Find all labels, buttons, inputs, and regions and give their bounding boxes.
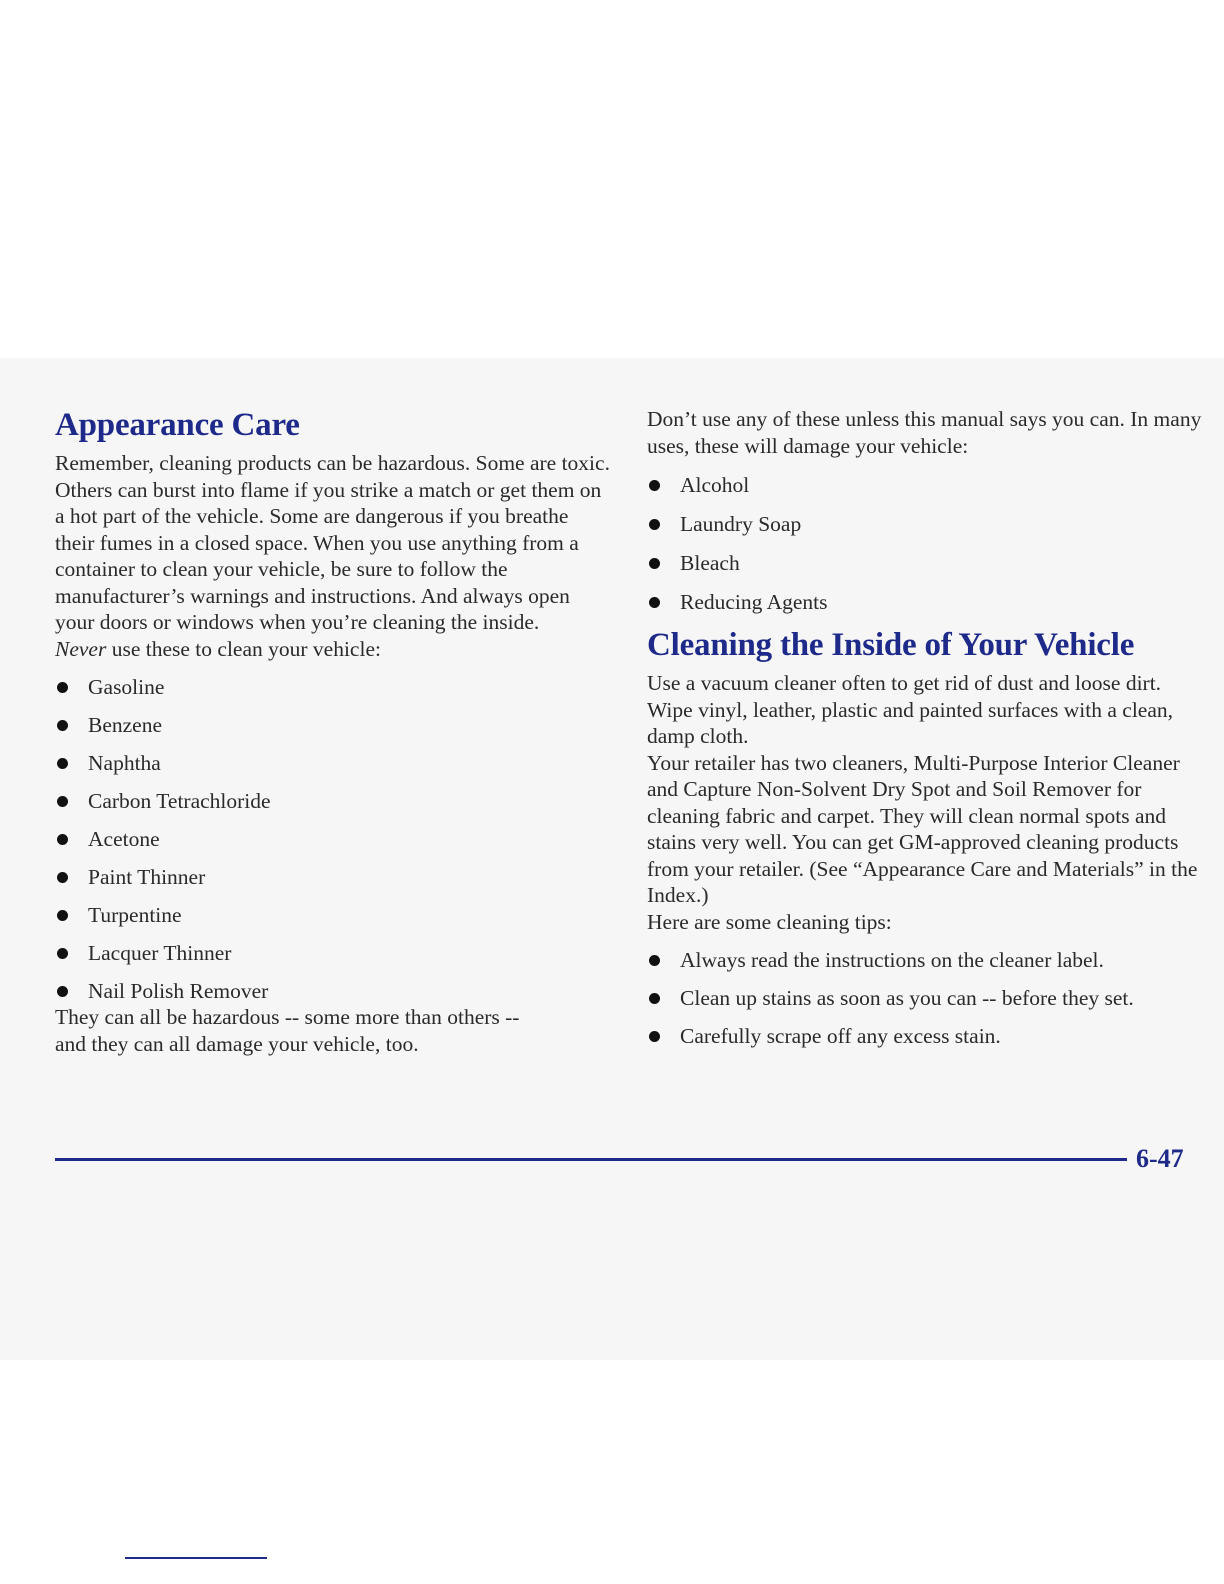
bullet-icon xyxy=(57,796,68,807)
bullet-icon xyxy=(57,910,68,921)
footer-rule xyxy=(55,1158,1127,1161)
list-item xyxy=(55,902,610,928)
heading-cleaning-inside: Cleaning the Inside of Your Vehicle xyxy=(647,627,1135,663)
right-column xyxy=(647,404,1202,1049)
list-item-text: Always read the instructions on the cleaner label. xyxy=(680,948,1104,972)
never-use-rest: use these to clean your vehicle: xyxy=(106,636,381,661)
list-item xyxy=(647,472,1202,498)
list-item xyxy=(55,978,610,1004)
bottom-decorative-line xyxy=(125,1557,267,1559)
bullet-icon xyxy=(57,834,68,845)
list-item xyxy=(55,750,610,776)
list-item xyxy=(647,985,1202,1011)
cleaning-tips-list xyxy=(647,947,1202,1049)
list-item-text: Turpentine xyxy=(88,903,182,927)
list-item-text: Alcohol xyxy=(680,473,750,497)
bullet-icon xyxy=(649,597,660,608)
dont-use-list xyxy=(647,472,1202,615)
list-item-text: Acetone xyxy=(88,827,160,851)
never-emphasis: Never xyxy=(55,636,107,661)
bullet-icon xyxy=(57,948,68,959)
list-item xyxy=(647,550,1202,576)
cleaning-tips-intro: Here are some cleaning tips: xyxy=(647,909,892,934)
list-item xyxy=(647,947,1202,973)
list-item-text: Reducing Agents xyxy=(680,590,828,614)
bullet-icon xyxy=(649,1031,660,1042)
bullet-icon xyxy=(57,986,68,997)
bullet-icon xyxy=(649,993,660,1004)
bullet-icon xyxy=(57,872,68,883)
bullet-icon xyxy=(649,480,660,491)
list-item-text: Gasoline xyxy=(88,675,165,699)
list-item-text: Nail Polish Remover xyxy=(88,979,269,1003)
heading-appearance-care: Appearance Care xyxy=(55,407,300,443)
bullet-icon xyxy=(57,720,68,731)
list-item xyxy=(647,1023,1202,1049)
list-item xyxy=(647,511,1202,537)
list-item xyxy=(55,712,610,738)
list-item-text: Lacquer Thinner xyxy=(88,941,232,965)
list-item-text: Bleach xyxy=(680,551,740,575)
left-column xyxy=(55,404,610,1057)
never-use-intro xyxy=(55,636,610,663)
bullet-icon xyxy=(649,519,660,530)
list-item-text: Clean up stains as soon as you can -- before they set. xyxy=(680,986,1134,1010)
list-item xyxy=(55,826,610,852)
never-use-list xyxy=(55,674,610,1004)
list-item-text: Laundry Soap xyxy=(680,512,802,536)
appearance-care-intro: Remember, cleaning products can be hazardous. Some are toxic. Others can burst into flame if you strike a match or get them on a hot part of the vehicle. Some are dangerous if you breathe their fumes in a closed space. When you use anything from a container to clean your vehicle, be sure to follow the manufacturer’s warnings and instructions. And always open your doors or windows when you’re cleaning the inside. xyxy=(55,451,610,634)
page-number: 6-47 xyxy=(1136,1144,1184,1173)
hazard-closing-paragraph: They can all be hazardous -- some more than others -- and they can all damage your vehicle, too. xyxy=(55,1005,520,1056)
bullet-icon xyxy=(649,955,660,966)
retailer-cleaners-paragraph: Your retailer has two cleaners, Multi-Purpose Interior Cleaner and Capture Non-Solvent Dry Spot and Soil Remover for cleaning fabric and carpet. They will clean normal spots and stains very well. You can get GM-approved cleaning products from your retailer. (See “Appearance Care and Materials” in the Index.) xyxy=(647,750,1198,907)
bullet-icon xyxy=(57,682,68,693)
list-item-text: Carefully scrape off any excess stain. xyxy=(680,1024,1001,1048)
list-item-text: Naphtha xyxy=(88,751,161,775)
bullet-icon xyxy=(649,558,660,569)
list-item-text: Benzene xyxy=(88,713,163,737)
vacuum-paragraph: Use a vacuum cleaner often to get rid of dust and loose dirt. Wipe vinyl, leather, plastic and painted surfaces with a clean, damp cloth. xyxy=(647,671,1174,748)
list-item-text: Paint Thinner xyxy=(88,865,206,889)
dont-use-intro: Don’t use any of these unless this manual says you can. In many uses, these will damage your vehicle: xyxy=(647,407,1202,458)
list-item xyxy=(647,589,1202,615)
list-item xyxy=(55,674,610,700)
list-item xyxy=(55,788,610,814)
list-item xyxy=(55,940,610,966)
list-item-text: Carbon Tetrachloride xyxy=(88,789,271,813)
bullet-icon xyxy=(57,758,68,769)
list-item xyxy=(55,864,610,890)
